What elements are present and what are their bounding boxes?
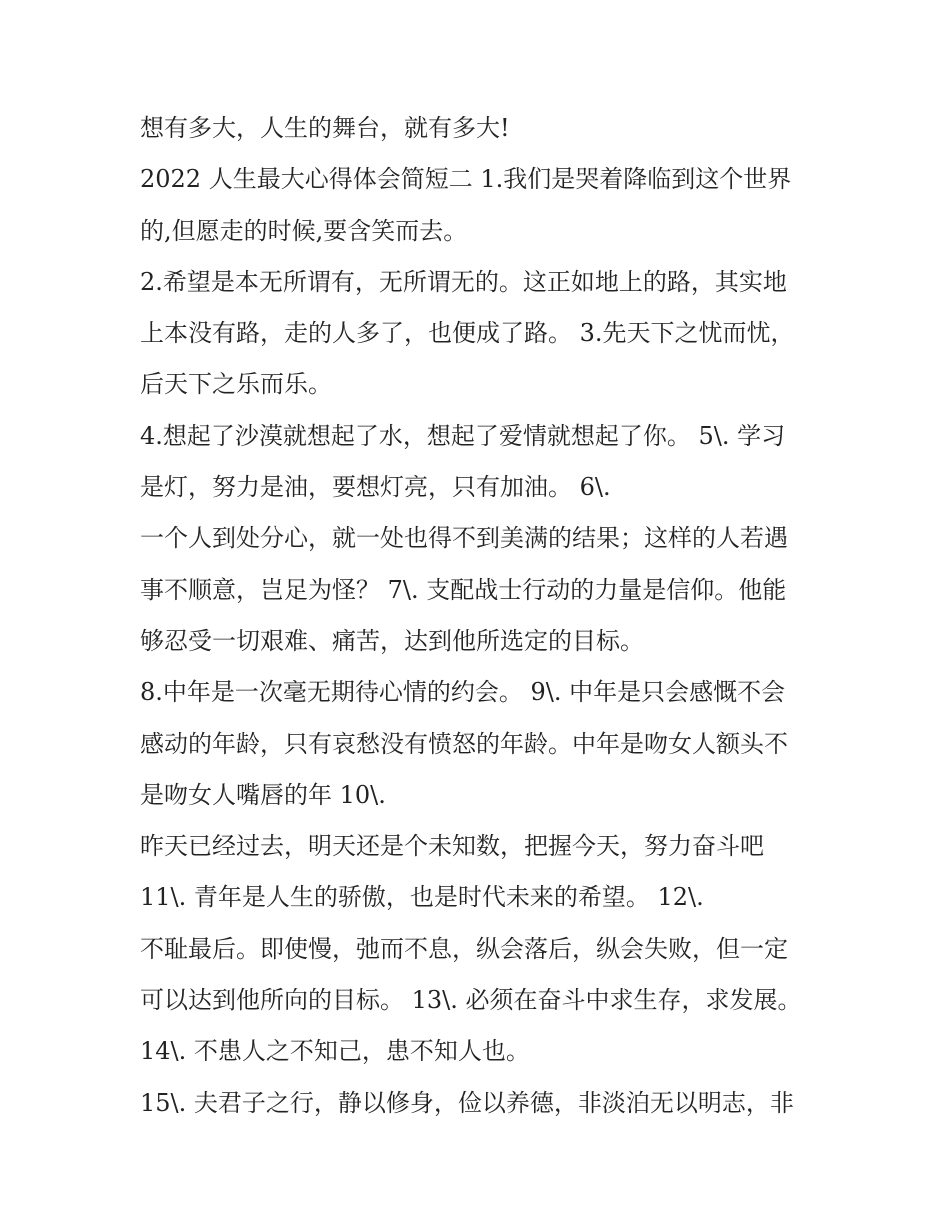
text-line: 8.中年是一次毫无期待心情的约会。 9\. 中年是只会感慨不会 <box>140 678 786 707</box>
text-line: 是灯，努力是油，要想灯亮，只有加油。 6\. <box>140 473 611 502</box>
text-line: 一个人到处分心，就一处也得不到美满的结果；这样的人若遇 <box>140 524 788 553</box>
text-line: 4.想起了沙漠就想起了水，想起了爱情就想起了你。 5\. 学习 <box>140 421 786 450</box>
text-line: 15\. 夫君子之行，静以修身，俭以养德，非淡泊无以明志，非 <box>140 1088 794 1117</box>
text-line: 后天下之乐而乐。 <box>140 370 332 399</box>
text-line: 昨天已经过去，明天还是个未知数，把握今天，努力奋斗吧 <box>140 832 764 861</box>
text-line: 想有多大，人生的舞台，就有多大! <box>140 114 510 142</box>
text-line: 不耻最后。即使慢，弛而不息，纵会落后，纵会失败，但一定 <box>140 934 788 963</box>
text-line: 可以达到他所向的目标。 13\. 必须在奋斗中求生存，求发展。 <box>140 986 802 1015</box>
text-line: 的,但愿走的时候,要含笑而去。 <box>140 216 468 245</box>
text-line: 2022 人生最大心得体会简短二 1.我们是哭着降临到这个世界 <box>140 165 792 194</box>
text-line: 够忍受一切艰难、痛苦，达到他所选定的目标。 <box>140 626 644 655</box>
text-line: 事不顺意，岂足为怪？ 7\. 支配战士行动的力量是信仰。他能 <box>140 575 787 604</box>
text-line: 2.希望是本无所谓有，无所谓无的。这正如地上的路，其实地 <box>140 267 787 296</box>
text-line: 上本没有路，走的人多了，也便成了路。 3.先天下之忧而忧， <box>140 319 795 348</box>
document-body <box>140 106 820 1132</box>
text-line: 感动的年龄，只有哀愁没有愤怒的年龄。中年是吻女人额头不 <box>140 729 788 758</box>
text-line: 14\. 不患人之不知己，患不知人也。 <box>140 1037 530 1066</box>
text-line: 是吻女人嘴唇的年 10\. <box>140 780 386 809</box>
text-line: 11\. 青年是人生的骄傲，也是时代未来的希望。 12\. <box>140 883 704 912</box>
